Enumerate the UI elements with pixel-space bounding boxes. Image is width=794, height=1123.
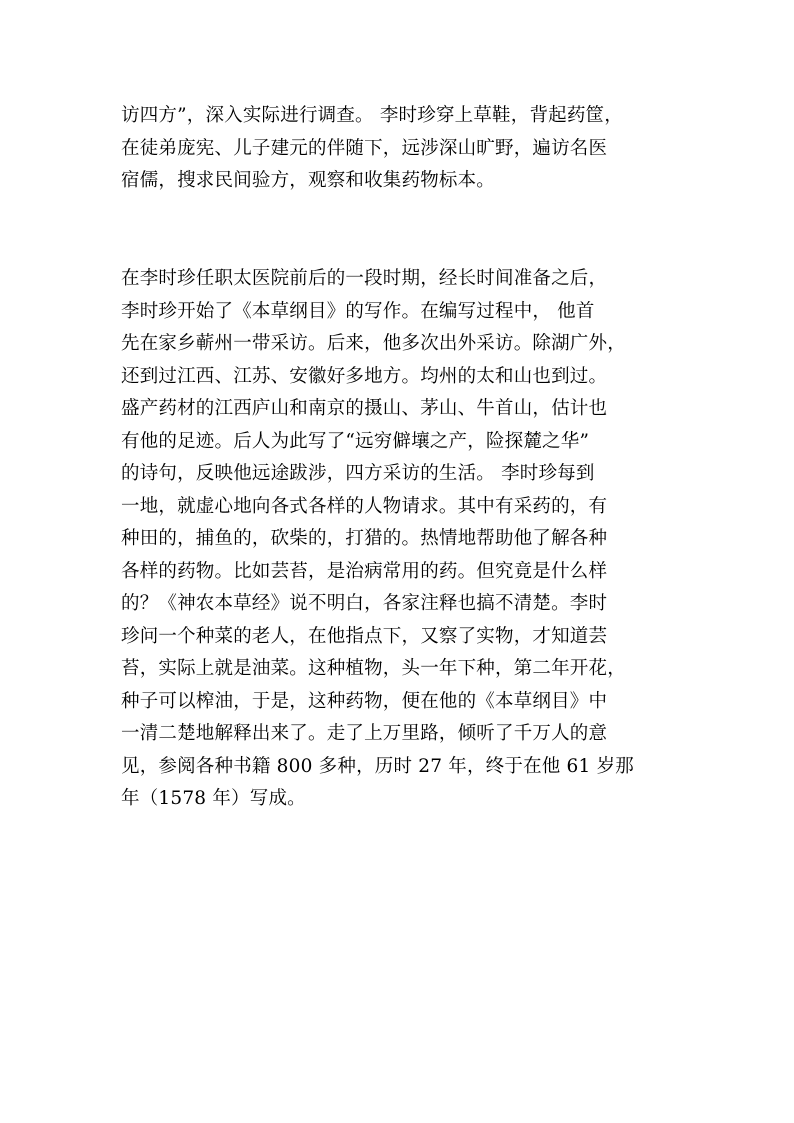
text-line: 宿儒，搜求民间验方，观察和收集药物标本。 xyxy=(121,170,496,191)
text-line: 各样的药物。比如芸苔，是治病常用的药。但究竟是什么样 xyxy=(121,560,608,582)
text-line: 苔，实际上就是油菜。这种植物，头一年下种，第二年开花， xyxy=(121,658,626,679)
text-line: 一清二楚地解释出来了。走了上万里路，倾听了千万人的意 xyxy=(121,723,608,744)
text-line: 一地，就虚心地向各式各样的人物请求。其中有采药的，有 xyxy=(121,495,608,517)
text-line: 有他的足迹。后人为此写了“远穷僻壤之产，险探麓之华” xyxy=(121,430,590,452)
paragraph-2 xyxy=(121,263,681,816)
text-line: 种子可以榨油，于是，这种药物，便在他的《本草纲目》中 xyxy=(121,690,608,712)
text-line: 访四方”，深入实际进行调查。 李时珍穿上草鞋，背起药筐， xyxy=(121,105,623,126)
text-line: 种田的，捕鱼的，砍柴的，打猎的。热情地帮助他了解各种 xyxy=(121,528,608,549)
text-line: 盛产药材的江西庐山和南京的摄山、茅山、牛首山，估计也 xyxy=(121,398,608,419)
text-line: 李时珍开始了《本草纲目》的写作。在编写过程中， 他首 xyxy=(121,300,595,322)
text-line: 见，参阅各种书籍 800 多种，历时 27 年，终于在他 61 岁那 xyxy=(121,755,634,777)
text-line: 还到过江西、江苏、安徽好多地方。均州的太和山也到过。 xyxy=(121,365,608,387)
paragraph-1 xyxy=(121,100,681,198)
text-line: 的诗句，反映他远途跋涉，四方采访的生活。 李时珍每到 xyxy=(121,463,595,484)
text-line: 的？《神农本草经》说不明白，各家注释也搞不清楚。李时 xyxy=(121,593,608,614)
text-line: 在李时珍任职太医院前后的一段时期，经长时间准备之后， xyxy=(121,268,608,289)
text-line: 年（1578 年）写成。 xyxy=(121,788,306,809)
text-line: 珍问一个种菜的老人，在他指点下，又察了实物，才知道芸 xyxy=(121,625,608,647)
text-line: 在徒弟庞宪、儿子建元的伴随下，远涉深山旷野，遍访名医 xyxy=(121,137,608,159)
text-line: 先在家乡蕲州一带采访。后来，他多次出外采访。除湖广外， xyxy=(121,333,626,354)
